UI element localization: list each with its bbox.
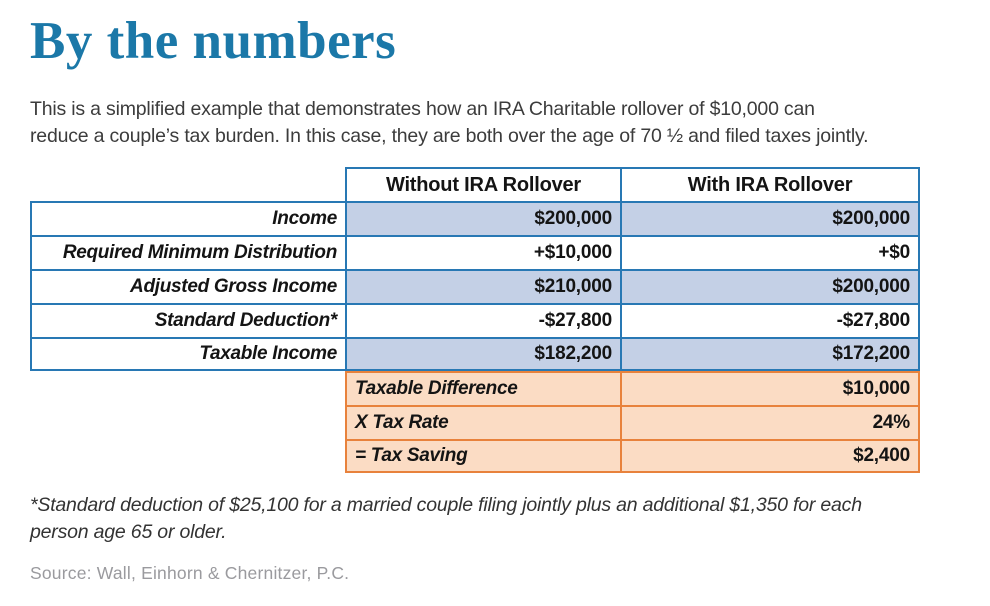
summary-row-spacer bbox=[30, 371, 345, 405]
summary-row-spacer bbox=[30, 405, 345, 439]
row-label-standard-deduction: Standard Deduction* bbox=[30, 303, 345, 337]
footnote bbox=[30, 492, 990, 546]
cell-income-with: $200,000 bbox=[620, 201, 920, 235]
summary-row-spacer bbox=[30, 439, 345, 473]
cell-taxable-difference-value: $10,000 bbox=[620, 371, 920, 405]
footnote-line-1: *Standard deduction of $25,100 for a married couple filing jointly plus an additional $1,350 for each bbox=[30, 494, 862, 516]
cell-tax-rate-value: 24% bbox=[620, 405, 920, 439]
footnote-line-2: person age 65 or older. bbox=[30, 521, 227, 543]
table-corner-spacer bbox=[30, 167, 345, 201]
intro-line-2: reduce a couple’s tax burden. In this case, they are both over the age of 70 ½ and filed taxes jointly. bbox=[30, 125, 869, 147]
cell-tax-saving-value: $2,400 bbox=[620, 439, 920, 473]
cell-deduction-with: -$27,800 bbox=[620, 303, 920, 337]
cell-income-without: $200,000 bbox=[345, 201, 620, 235]
row-label-tax-rate: X Tax Rate bbox=[345, 405, 620, 439]
intro-line-1: This is a simplified example that demonstrates how an IRA Charitable rollover of $10,000 can bbox=[30, 98, 815, 120]
row-label-rmd: Required Minimum Distribution bbox=[30, 235, 345, 269]
row-label-income: Income bbox=[30, 201, 345, 235]
tax-comparison-table bbox=[30, 167, 920, 473]
cell-agi-with: $200,000 bbox=[620, 269, 920, 303]
cell-rmd-with: +$0 bbox=[620, 235, 920, 269]
cell-agi-without: $210,000 bbox=[345, 269, 620, 303]
cell-taxable-income-with: $172,200 bbox=[620, 337, 920, 371]
row-label-agi: Adjusted Gross Income bbox=[30, 269, 345, 303]
source-text: Source: Wall, Einhorn & Chernitzer, P.C. bbox=[30, 563, 350, 583]
row-label-taxable-income: Taxable Income bbox=[30, 337, 345, 371]
column-header-without-ira: Without IRA Rollover bbox=[345, 167, 620, 201]
cell-rmd-without: +$10,000 bbox=[345, 235, 620, 269]
row-label-tax-saving: = Tax Saving bbox=[345, 439, 620, 473]
intro-text bbox=[30, 96, 990, 150]
cell-taxable-income-without: $182,200 bbox=[345, 337, 620, 371]
column-header-with-ira: With IRA Rollover bbox=[620, 167, 920, 201]
page-title: By the numbers bbox=[30, 12, 397, 70]
cell-deduction-without: -$27,800 bbox=[345, 303, 620, 337]
row-label-taxable-difference: Taxable Difference bbox=[345, 371, 620, 405]
